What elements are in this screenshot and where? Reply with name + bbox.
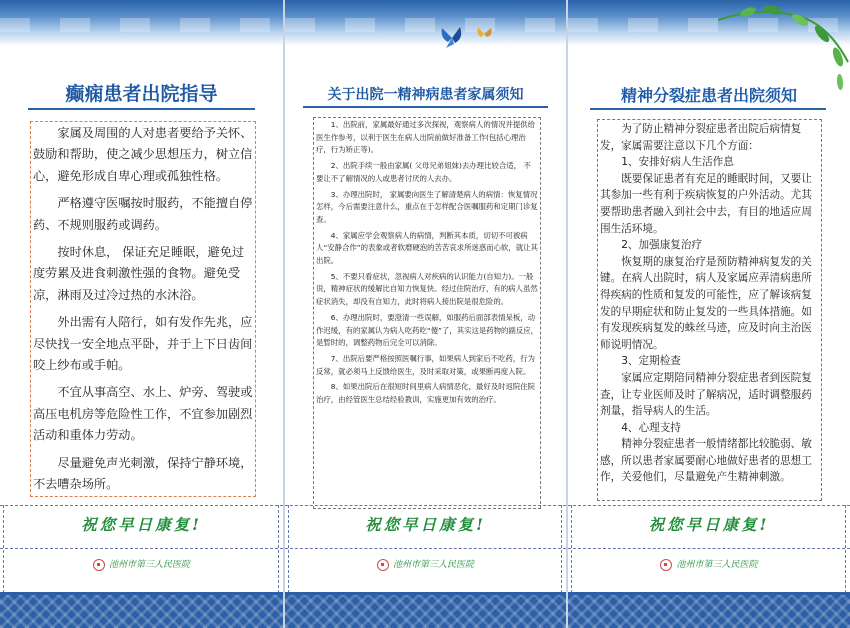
paragraph: 外出需有人陪行，如有发作先兆，应尽快找一安全地点平卧，并于上下日齿间咬上纱布或手帕。 — [33, 315, 253, 373]
sky-banner — [0, 0, 283, 46]
leaf-vine-icon — [718, 2, 850, 94]
section-heading: 2、加强康复治疗 — [621, 239, 703, 252]
paragraph: 8、如果出院后在很短时间里病人病情恶化，最好及时返院住院治疗，由经管医生总结经验教训，实施更加有效的治疗。 — [316, 382, 536, 405]
paragraph: 家属及周围的人对患者要给予关怀、鼓励和帮助，使之减少思想压力，树立信心，避免形成自卑心理或孤独性格。 — [33, 126, 253, 183]
paragraph: 精神分裂症患者一般情绪都比较脆弱、敏感，所以患者家属要耐心地做好患者的思想工作，关爱他们，尽量避免产生精神刺激。 — [600, 438, 812, 484]
paragraph: 3、办理出院时， 家属要向医生了解清楚病人的病情：恢复情况怎样，今后需要注意什么，重点在于怎样配合医嘱服药和定期门诊复查。 — [316, 189, 538, 224]
wish-text: 祝您早日康复! — [648, 515, 770, 534]
paragraph: 5、不要只看症状，忽视病人对疾病的认识能力(自知力)。一般说，精神症状的缓解比自知力恢复快。经过住院治疗，有的病人虽然症状消失，却没有自知力，此时将病人接出院是很危险的。 — [316, 271, 538, 307]
divider — [0, 505, 283, 506]
hospital-logo-icon — [377, 559, 389, 571]
paragraph: 不宜从事高空、水上、炉旁、驾驶或高压电机房等危险性工作，不宜参加剧烈活动和重体力劳动。 — [33, 385, 253, 443]
content-box — [313, 117, 541, 509]
paragraph: 既要保证患者有充足的睡眠时间，又要让其参加一些有利于疾病恢复的户外活动。尤其要帮助患者融入到社会中去，有目的地适应周围生活环境。 — [600, 172, 812, 235]
paragraph: 2、出院手续一般由家属( 父母兄弟姐妹)去办理比较合适， 不要让不了解情况的人或患者讨厌的人去办。 — [316, 161, 531, 183]
hospital-footer — [0, 557, 283, 571]
title-underline — [28, 108, 255, 110]
hospital-footer — [568, 557, 850, 571]
panel-title: 精神分裂症患者出院须知 — [620, 86, 797, 105]
title-underline — [590, 108, 826, 110]
section-heading: 1、安排好病人生活作息 — [621, 156, 734, 169]
content-box — [597, 119, 822, 501]
wish-text: 祝您早日康复! — [365, 515, 486, 534]
divider — [568, 505, 850, 506]
paragraph: 为了防止精神分裂症患者出院后病情复发，家属需要注意以下几个方面： — [600, 123, 802, 152]
panel-family-notice — [285, 0, 566, 628]
footer-pattern — [568, 595, 850, 628]
hospital-logo-icon — [660, 559, 672, 571]
divider — [285, 505, 566, 506]
panel-title: 关于出院一精神病患者家属须知 — [327, 87, 524, 103]
footer-pattern — [0, 595, 283, 628]
section-heading: 4、心理支持 — [621, 421, 681, 434]
paragraph: 家属应定期陪同精神分裂症患者到医院复查，让专业医师及时了解病况，适时调整服药剂量，指导病人的生活。 — [600, 371, 812, 418]
footer-pattern — [285, 595, 566, 628]
sky-banner — [285, 0, 566, 46]
section-heading: 3、定期检查 — [621, 355, 681, 368]
hospital-name: 池州市第三人民医院 — [392, 560, 474, 570]
wish-text: 祝您早日康复! — [81, 515, 202, 534]
divider — [285, 548, 566, 549]
paragraph: 严格遵守医嘱按时服药，不能擅自停药、不规则服药或调药。 — [33, 196, 253, 232]
hospital-logo-icon — [93, 559, 105, 571]
paragraph: 尽量避免声光刺激，保持宁静环境，不去嘈杂场所。 — [33, 455, 253, 492]
hospital-name: 池州市第三人民医院 — [676, 560, 758, 570]
divider — [0, 548, 283, 549]
panel-title: 癫痫患者出院指导 — [65, 83, 218, 105]
hospital-name: 池州市第三人民医院 — [108, 560, 190, 570]
paragraph: 4、家属应学会观察病人的病情，判断其本质，切切不可被病人“安静合作”的表象或者软磨硬泡的苦苦哀求所迷惑而心软，就让其出院。 — [316, 230, 538, 266]
paragraph: 按时休息， 保证充足睡眠，避免过度劳累及进食刺激性强的食物。避免受凉，淋雨及过冷过热的水沐浴。 — [33, 245, 245, 302]
hospital-footer — [285, 557, 566, 571]
panel-epilepsy — [0, 0, 283, 628]
paragraph: 1、出院前，家属最好通过多次探视，观察病人的情况并提供给医生作参考，以利于医生在病人出院前做好准备工作(包括心理治疗，行为矫正等)。 — [316, 120, 536, 155]
content-box — [30, 121, 256, 497]
panel-schizophrenia — [568, 0, 850, 628]
divider — [568, 548, 850, 549]
paragraph: 恢复期的康复治疗是预防精神病复发的关键。在病人出院时，病人及家属应弄清病患所得疾病的性质和复发的可能性，应了解该病复发的早期症状和防止复发的一些具体措施。如有发现疾病复发的蛛丝马迹，应及时向主治医师说明情况。 — [600, 255, 812, 351]
title-underline — [303, 106, 548, 108]
paragraph: 7、出院后要严格按照医嘱行事，如果病人到家后不吃药，行为反常，就必须马上反馈给医生，及时采取对策，或果断再度入院。 — [316, 353, 536, 376]
paragraph: 6、办理出院时，要澄清一些误解，如服药后面部表情呆板，动作迟缓，有的家属认为病人吃药吃“傻”了，其实这是药物的副反应，是暂时的，调整药物后完全可以消除。 — [316, 312, 538, 348]
butterfly-icon — [440, 24, 500, 52]
